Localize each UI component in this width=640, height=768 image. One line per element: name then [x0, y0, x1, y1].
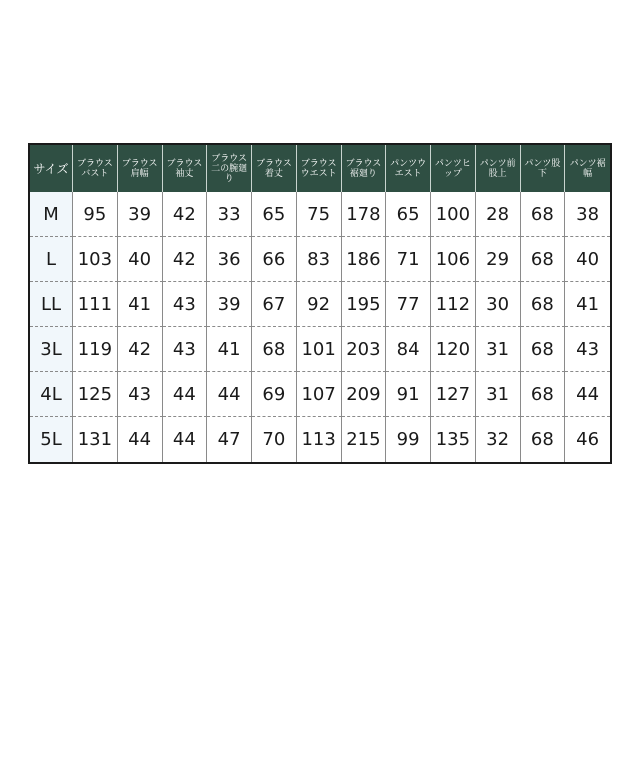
measurement-cell: 68: [521, 372, 566, 417]
measurement-cell: 92: [297, 282, 342, 327]
measurement-cell: 68: [521, 417, 566, 462]
measurement-cell: 43: [118, 372, 163, 417]
measurement-column-header: ブラウスウエスト: [297, 145, 342, 192]
measurement-cell: 131: [73, 417, 118, 462]
measurement-cell: 70: [252, 417, 297, 462]
measurement-cell: 30: [476, 282, 521, 327]
measurement-column-header: ブラウス着丈: [252, 145, 297, 192]
size-label-cell: M: [30, 192, 73, 237]
measurement-cell: 71: [386, 237, 431, 282]
measurement-cell: 68: [252, 327, 297, 372]
measurement-cell: 127: [431, 372, 476, 417]
measurement-cell: 68: [521, 192, 566, 237]
measurement-cell: 40: [118, 237, 163, 282]
measurement-cell: 33: [207, 192, 252, 237]
measurement-cell: 112: [431, 282, 476, 327]
measurement-cell: 36: [207, 237, 252, 282]
measurement-cell: 41: [565, 282, 610, 327]
measurement-cell: 44: [565, 372, 610, 417]
measurement-cell: 39: [207, 282, 252, 327]
measurement-cell: 66: [252, 237, 297, 282]
measurement-cell: 39: [118, 192, 163, 237]
measurement-cell: 209: [342, 372, 387, 417]
measurement-cell: 65: [386, 192, 431, 237]
measurement-cell: 111: [73, 282, 118, 327]
measurement-cell: 38: [565, 192, 610, 237]
measurement-cell: 101: [297, 327, 342, 372]
measurement-cell: 43: [163, 327, 208, 372]
measurement-column-header: ブラウス袖丈: [163, 145, 208, 192]
size-label-cell: 5L: [30, 417, 73, 462]
measurement-cell: 42: [163, 237, 208, 282]
size-label-cell: L: [30, 237, 73, 282]
measurement-cell: 186: [342, 237, 387, 282]
measurement-cell: 44: [207, 372, 252, 417]
measurement-column-header: ブラウス肩幅: [118, 145, 163, 192]
measurement-column-header: パンツ前股上: [476, 145, 521, 192]
measurement-cell: 68: [521, 237, 566, 282]
measurement-cell: 44: [118, 417, 163, 462]
measurement-cell: 75: [297, 192, 342, 237]
measurement-cell: 120: [431, 327, 476, 372]
measurement-cell: 31: [476, 372, 521, 417]
measurement-cell: 65: [252, 192, 297, 237]
measurement-cell: 68: [521, 327, 566, 372]
measurement-column-header: ブラウス二の腕廻り: [207, 145, 252, 192]
measurement-cell: 47: [207, 417, 252, 462]
measurement-cell: 31: [476, 327, 521, 372]
measurement-cell: 100: [431, 192, 476, 237]
measurement-cell: 43: [163, 282, 208, 327]
measurement-cell: 41: [118, 282, 163, 327]
measurement-cell: 99: [386, 417, 431, 462]
measurement-cell: 91: [386, 372, 431, 417]
measurement-cell: 95: [73, 192, 118, 237]
measurement-cell: 28: [476, 192, 521, 237]
measurement-cell: 42: [118, 327, 163, 372]
measurement-column-header: パンツウエスト: [386, 145, 431, 192]
measurement-cell: 77: [386, 282, 431, 327]
measurement-cell: 113: [297, 417, 342, 462]
measurement-cell: 43: [565, 327, 610, 372]
size-chart-table: [28, 143, 612, 464]
measurement-column-header: パンツヒップ: [431, 145, 476, 192]
size-label-cell: 4L: [30, 372, 73, 417]
measurement-cell: 125: [73, 372, 118, 417]
measurement-cell: 67: [252, 282, 297, 327]
measurement-cell: 195: [342, 282, 387, 327]
measurement-cell: 42: [163, 192, 208, 237]
size-label-cell: LL: [30, 282, 73, 327]
measurement-cell: 107: [297, 372, 342, 417]
measurement-column-header: ブラウス裾廻り: [342, 145, 387, 192]
measurement-cell: 40: [565, 237, 610, 282]
measurement-cell: 178: [342, 192, 387, 237]
measurement-cell: 203: [342, 327, 387, 372]
measurement-cell: 83: [297, 237, 342, 282]
measurement-cell: 44: [163, 417, 208, 462]
measurement-cell: 106: [431, 237, 476, 282]
size-label-cell: 3L: [30, 327, 73, 372]
measurement-cell: 68: [521, 282, 566, 327]
measurement-cell: 44: [163, 372, 208, 417]
measurement-column-header: パンツ股下: [521, 145, 566, 192]
size-column-header: サイズ: [30, 145, 73, 192]
measurement-cell: 103: [73, 237, 118, 282]
measurement-cell: 135: [431, 417, 476, 462]
measurement-column-header: パンツ裾幅: [565, 145, 610, 192]
measurement-cell: 41: [207, 327, 252, 372]
measurement-cell: 215: [342, 417, 387, 462]
measurement-cell: 69: [252, 372, 297, 417]
measurement-cell: 29: [476, 237, 521, 282]
measurement-cell: 32: [476, 417, 521, 462]
measurement-cell: 84: [386, 327, 431, 372]
measurement-cell: 46: [576, 429, 600, 450]
measurement-cell: 119: [73, 327, 118, 372]
measurement-column-header: ブラウスバスト: [73, 145, 118, 192]
